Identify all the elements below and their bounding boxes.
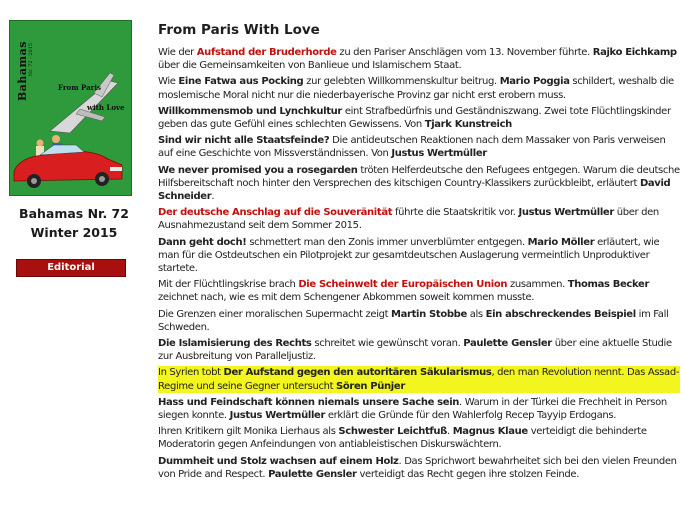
text: tröten Helferdeutsche den Refugees entgegen. Warum die deutsche Hilfsbereitschaft noch hinter den Versprechen des kitschigen Country-Klassikers zurückbleibt, erläutert	[158, 164, 680, 189]
bold-text: Die Islamisierung des Rechts	[158, 338, 312, 350]
page-title: From Paris With Love	[158, 22, 320, 38]
bold-text: We never promised you a rosegarden	[158, 164, 358, 176]
text: , den man Revolution nennt. Das Assad-Regime und seine Gegner untersucht	[158, 367, 680, 392]
bold-text: Justus Wertmüller	[229, 410, 326, 422]
cover-title-line1: From Paris	[58, 83, 101, 92]
bold-text: Dann geht doch!	[158, 236, 247, 248]
bold-text: Justus Wertmüller	[518, 207, 614, 219]
text: zusammen.	[507, 279, 568, 291]
article-item	[158, 134, 680, 160]
article-item	[158, 236, 680, 276]
bold-text: Sind wir nicht alle Staatsfeinde?	[158, 135, 330, 147]
bold-text: Tjark Kunstreich	[424, 119, 512, 131]
article-link[interactable]: Der deutsche Anschlag auf die Souveränität	[158, 207, 393, 219]
text: über die Gemeinsamkeiten von Banlieue und Islamischem Staat.	[158, 60, 462, 72]
text: schildert, weshalb die moslemische Moral nicht nur die niederbayerische Provinz gar nicht erst erobern muss.	[158, 76, 674, 101]
bold-text: Thomas Becker	[567, 279, 650, 291]
magazine-cover[interactable]	[9, 20, 132, 196]
text: Wie der	[158, 47, 197, 58]
article-item	[158, 105, 680, 131]
text: als	[466, 308, 486, 320]
bold-text: Eine Fatwa aus Pocking	[178, 76, 304, 88]
article-item	[158, 455, 680, 481]
text: .	[447, 426, 453, 438]
text: Die Grenzen einer moralischen Supermacht zeigt	[158, 308, 392, 320]
text: im Fall Schweden.	[158, 308, 669, 333]
main-content	[158, 0, 680, 484]
sidebar	[0, 0, 152, 508]
text: verteidigt das Recht gegen ihre stolzen Feinde.	[356, 468, 580, 480]
issue-info	[14, 204, 134, 242]
text: . Das Sprichwort bewahrheitet sich bei den vielen Freunden von Pride and Respect.	[158, 455, 677, 480]
article-item	[158, 164, 680, 204]
text: erläutert, wie man für die Ostdeutschen ein Pilotprojekt zur gesamtdeutschen Auslagerung vermeintlich Unproduktiver startete.	[158, 236, 660, 275]
bold-text: Hass und Feindschaft können niemals unsere Sache sein	[158, 396, 460, 408]
bold-text: Rajko Eichkamp	[592, 47, 677, 58]
bold-text: Paulette Gensler	[268, 468, 357, 480]
article-item	[158, 75, 680, 101]
text: erklärt die Gründe für den Wahlerfolg Recep Tayyip Erdogans.	[325, 410, 617, 422]
article-item	[158, 46, 680, 72]
bold-text: Paulette Gensler	[463, 338, 552, 350]
text: zur gelebten Willkommenskultur beitrug.	[303, 76, 500, 88]
bold-text: Willkommensmob und Lynchkultur	[158, 105, 342, 117]
issue-number: Bahamas Nr. 72	[19, 206, 129, 221]
text: schreitet wie gewünscht voran.	[311, 338, 464, 350]
article-list	[158, 46, 680, 481]
article-item	[158, 366, 680, 392]
bold-text: Dummheit und Stolz wachsen auf einem Holz	[158, 455, 399, 467]
text: eint Strafbedürfnis und Geständniszwang. Zwei tote Flüchtlingskinder geben das gute Gefühl eines schlechten Gewissens. Von	[158, 105, 671, 131]
text: zu den Pariser Anschlägen vom 13. November führte.	[336, 47, 593, 58]
issue-season: Winter 2015	[30, 225, 118, 240]
text: Wie	[158, 76, 179, 88]
article-link[interactable]: Aufstand der Bruderhorde	[196, 47, 337, 58]
bold-text: Mario Möller	[527, 236, 595, 248]
bold-text: Der Aufstand gegen den autoritären Säkularismus	[223, 367, 492, 379]
text: führte die Staatskritik vor.	[392, 207, 519, 219]
editorial-button[interactable]: Editorial	[16, 259, 126, 277]
text: Ihren Kritikern gilt Monika Lierhaus als	[158, 426, 339, 438]
bold-text: Mario Poggia	[499, 76, 570, 88]
bold-text: Schwester Leichtfuß	[338, 426, 448, 438]
text: .	[211, 191, 215, 203]
cover-brand: Bahamas	[16, 41, 29, 102]
text: Die antideutschen Reaktionen nach dem Massaker von Paris verweisen auf eine Geschichte von Missverständnissen. Von	[158, 135, 666, 160]
bold-text: Sören Pünjer	[336, 380, 405, 392]
article-item	[158, 396, 680, 422]
text: zeichnet nach, wie es mit dem Schengener Abkommen soweit kommen musste.	[158, 292, 535, 304]
text: . Warum in der Türkei die Frechheit in Person siegen konnte.	[158, 396, 667, 422]
cover-title-line2: with Love	[87, 103, 125, 112]
text: über den Ausnahmezustand seit dem Sommer 2015.	[158, 207, 659, 232]
cover-issue: Nr. 72 · 2015	[28, 43, 34, 77]
text: verteidigt die behinderte Moderatorin gegen Anfeindungen von antiableistischen Diskurswächtern.	[158, 426, 647, 451]
text: In Syrien tobt	[158, 367, 224, 379]
text: schmettert man den Zonis immer unverblümter entgegen.	[246, 236, 528, 248]
article-item	[158, 278, 680, 304]
text: über eine aktuelle Studie zur Ausbreitung von Paralleljustiz.	[158, 338, 672, 363]
bold-text: Justus Wertmüller	[391, 148, 487, 160]
article-item	[158, 206, 680, 232]
article-link[interactable]: Die Scheinwelt der Europäischen Union	[298, 279, 508, 291]
bold-text: Magnus Klaue	[452, 426, 528, 438]
article-item	[158, 337, 680, 363]
article-item	[158, 425, 680, 451]
bold-text: Ein abschreckendes Beispiel	[485, 308, 636, 320]
bold-text: David Schneider	[158, 177, 671, 203]
bold-text: Martin Stobbe	[391, 308, 467, 320]
article-item	[158, 308, 680, 334]
text: Mit der Flüchtlingskrise brach	[158, 279, 299, 291]
